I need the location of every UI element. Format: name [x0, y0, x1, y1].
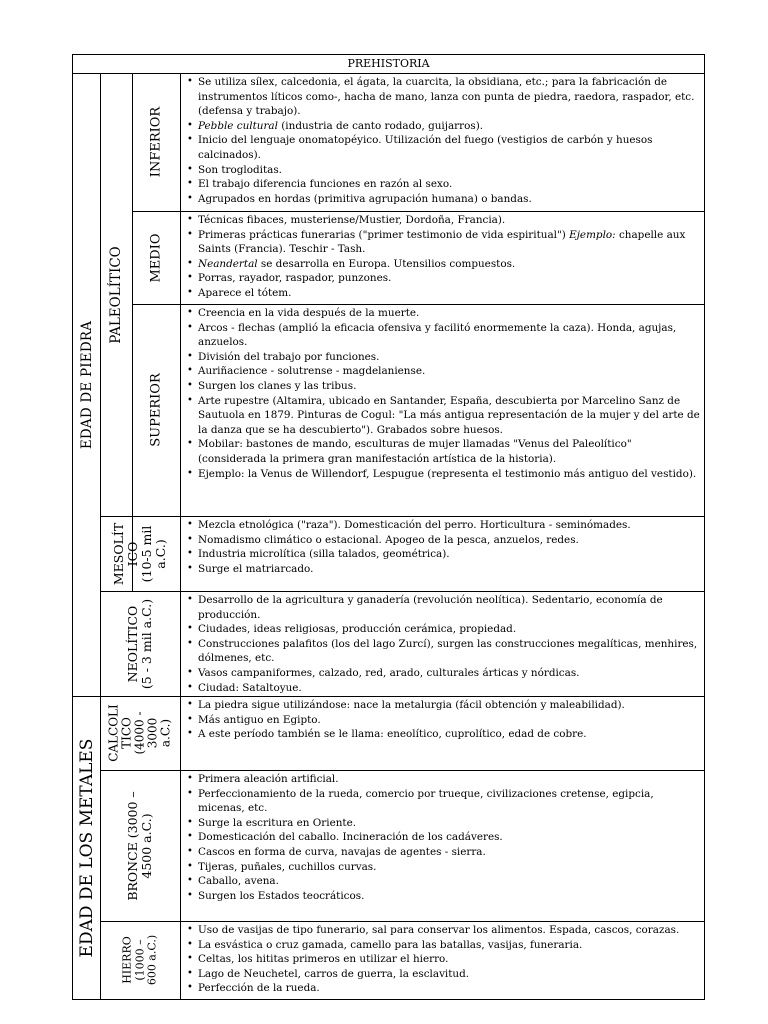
list-item: • Creencia en la vida después de la muerte. — [185, 306, 701, 321]
list-item: • Construcciones palafitos (los del lago Zurcí), surgen las construcciones megalíticas, menhires, dólmenes, etc. — [185, 637, 701, 666]
list-item: • Surgen los Estados teocráticos. — [185, 889, 701, 904]
list-item: • Porras, rayador, raspador, punzones. — [185, 271, 701, 286]
age-metales-label: EDAD DE LOS METALES — [76, 738, 97, 957]
list-item: • A este período también se le llama: eneolítico, cuprolítico, edad de cobre. — [185, 727, 701, 742]
list-item: • Arcos - flechas (amplió la eficacia ofensiva y facilitó enormemente la caza). Honda, agujas, anzuelos. — [185, 321, 701, 350]
list-item: • Caballo, avena. — [185, 874, 701, 889]
bronce-content — [180, 770, 704, 921]
list-item: • Uso de vasijas de tipo funerario, sal para conservar los alimentos. Espada, cascos, corazas. — [185, 923, 701, 938]
mesolitico-content — [180, 516, 704, 591]
hierro-label: HIERRO (1000 – 600 a.C.) — [120, 934, 159, 986]
list-item: • Nomadismo climático o estacional. Apogeo de la pesca, anzuelos, redes. — [185, 533, 701, 548]
inferior-label: INFERIOR — [148, 106, 164, 178]
list-item: • Son trogloditas. — [185, 163, 701, 178]
list-item: • Aparece el tótem. — [185, 286, 701, 301]
list-item: • Agrupados en hordas (primitiva agrupación humana) o bandas. — [185, 192, 701, 207]
list-item: • Domesticación del caballo. Incineración de los cadáveres. — [185, 830, 701, 845]
list-item: • Perfección de la rueda. — [185, 981, 701, 996]
superior-content — [180, 304, 704, 516]
superior-label-cell — [132, 304, 180, 516]
list-item: • Industria microlítica (silla talados, geométrica). — [185, 547, 701, 562]
list-item: • Auriñacience - solutrense - magdelaniense. — [185, 364, 701, 379]
calcolitico-label-cell — [100, 696, 180, 770]
bronce-label: BRONCE (3000 – 4500 a.C.) — [125, 790, 154, 901]
list-item: • Inicio del lenguaje onomatopéyico. Utilización del fuego (vestigios de carbón y huesos calcinados). — [185, 133, 701, 162]
paleolitico-cell — [100, 73, 132, 516]
list-item: • Primeras prácticas funerarias ("primer testimonio de vida espiritual") Ejemplo: chapelle aux Saints (Francia). Teschir - Tash. — [185, 228, 701, 257]
hierro-content — [180, 921, 704, 999]
list-item: • Mobilar: bastones de mando, esculturas de mujer llamadas "Venus del Paleolítico" (considerada la primera gran manifestación artística de la historia). — [185, 437, 701, 466]
mesolitico-label: MESOLÍT ICO (10-5 mil a.C.) — [111, 522, 168, 585]
list-item: • Primera aleación artificial. — [185, 772, 701, 787]
list-item: • Se utiliza sílex, calcedonia, el ágata, la cuarcita, la obsidiana, etc.; para la fabricación de instrumentos líticos como-, hacha de mano, lanza con punta de piedra, raedora, raspador, etc. (defensa y trabajo). — [185, 75, 701, 119]
medio-content — [180, 211, 704, 304]
list-item: • Lago de Neuchetel, carros de guerra, la esclavitud. — [185, 967, 701, 982]
list-item: • La esvástica o cruz gamada, camello para las batallas, vasijas, funeraria. — [185, 938, 701, 953]
list-item: • Neandertal se desarrolla en Europa. Utensilios compuestos. — [185, 257, 701, 272]
mesolitico-label-cell — [100, 516, 180, 591]
list-item: • La piedra sigue utilizándose: nace la metalurgia (fácil obtención y maleabilidad). — [185, 698, 701, 713]
calcolitico-content — [180, 696, 704, 770]
neolitico-label: NEOLÍTICO (5 - 3 mil a.C.) — [125, 598, 154, 689]
superior-label: SUPERIOR — [148, 373, 164, 447]
list-item: • Ciudad: Sataltoyue. — [185, 681, 701, 696]
table-title: PREHISTORIA — [347, 57, 430, 70]
list-item: • Surgen los clanes y las tribus. — [185, 379, 701, 394]
list-item: • Mezcla etnológica ("raza"). Domesticación del perro. Horticultura - seminómades. — [185, 518, 701, 533]
hierro-label-cell — [100, 921, 180, 999]
age-piedra-label: EDAD DE PIEDRA — [78, 320, 95, 449]
age-metales — [73, 696, 100, 999]
list-item: • Ejemplo: la Venus de Willendorf, Lespugue (representa el testimonio más antiguo del vestido). — [185, 467, 701, 482]
list-item: • Más antiguo en Egipto. — [185, 713, 701, 728]
list-item: • Surge el matriarcado. — [185, 562, 701, 577]
list-item: • Tijeras, puñales, cuchillos curvas. — [185, 860, 701, 875]
medio-label-cell — [132, 211, 180, 304]
paleolitico-label: PALEOLÍTICO — [108, 245, 124, 344]
list-item: • Vasos campaniformes, calzado, red, arado, culturales árticas y nórdicas. — [185, 666, 701, 681]
neolitico-content — [180, 591, 704, 696]
list-item: • Perfeccionamiento de la rueda, comercio por trueque, civilizaciones cretense, egipcia, micenas, etc. — [185, 787, 701, 816]
calcolitico-label: CALCOLI TICO (4000 - 3000 a.C.) — [106, 704, 173, 762]
neolitico-label-cell — [100, 591, 180, 696]
prehistoria-table — [72, 54, 705, 1000]
list-item: • El trabajo diferencia funciones en razón al sexo. — [185, 177, 701, 192]
list-item: • Ciudades, ideas religiosas, producción cerámica, propiedad. — [185, 622, 701, 637]
list-item: • División del trabajo por funciones. — [185, 350, 701, 365]
list-item: • Surge la escritura en Oriente. — [185, 816, 701, 831]
list-item: • Técnicas fibaces, musteriense/Mustier, Dordoña, Francia). — [185, 213, 701, 228]
bronce-label-cell — [100, 770, 180, 921]
list-item: • Celtas, los hititas primeros en utilizar el hierro. — [185, 952, 701, 967]
inferior-label-cell — [132, 73, 180, 211]
inferior-content — [180, 73, 704, 211]
medio-label: MEDIO — [148, 232, 164, 283]
list-item: • Pebble cultural (industria de canto rodado, guijarros). — [185, 119, 701, 134]
list-item: • Cascos en forma de curva, navajas de agentes - sierra. — [185, 845, 701, 860]
list-item: • Arte rupestre (Altamira, ubicado en Santander, España, descubierta por Marcelino Sanz de Sautuola en 1879. Pinturas de Cogul: "La más antigua representación de la mujer y del arte de la danza que se ha descubierto"). Grabados sobre huesos. — [185, 394, 701, 438]
age-piedra — [73, 73, 100, 696]
list-item: • Desarrollo de la agricultura y ganadería (revolución neolítica). Sedentario, economía de producción. — [185, 593, 701, 622]
